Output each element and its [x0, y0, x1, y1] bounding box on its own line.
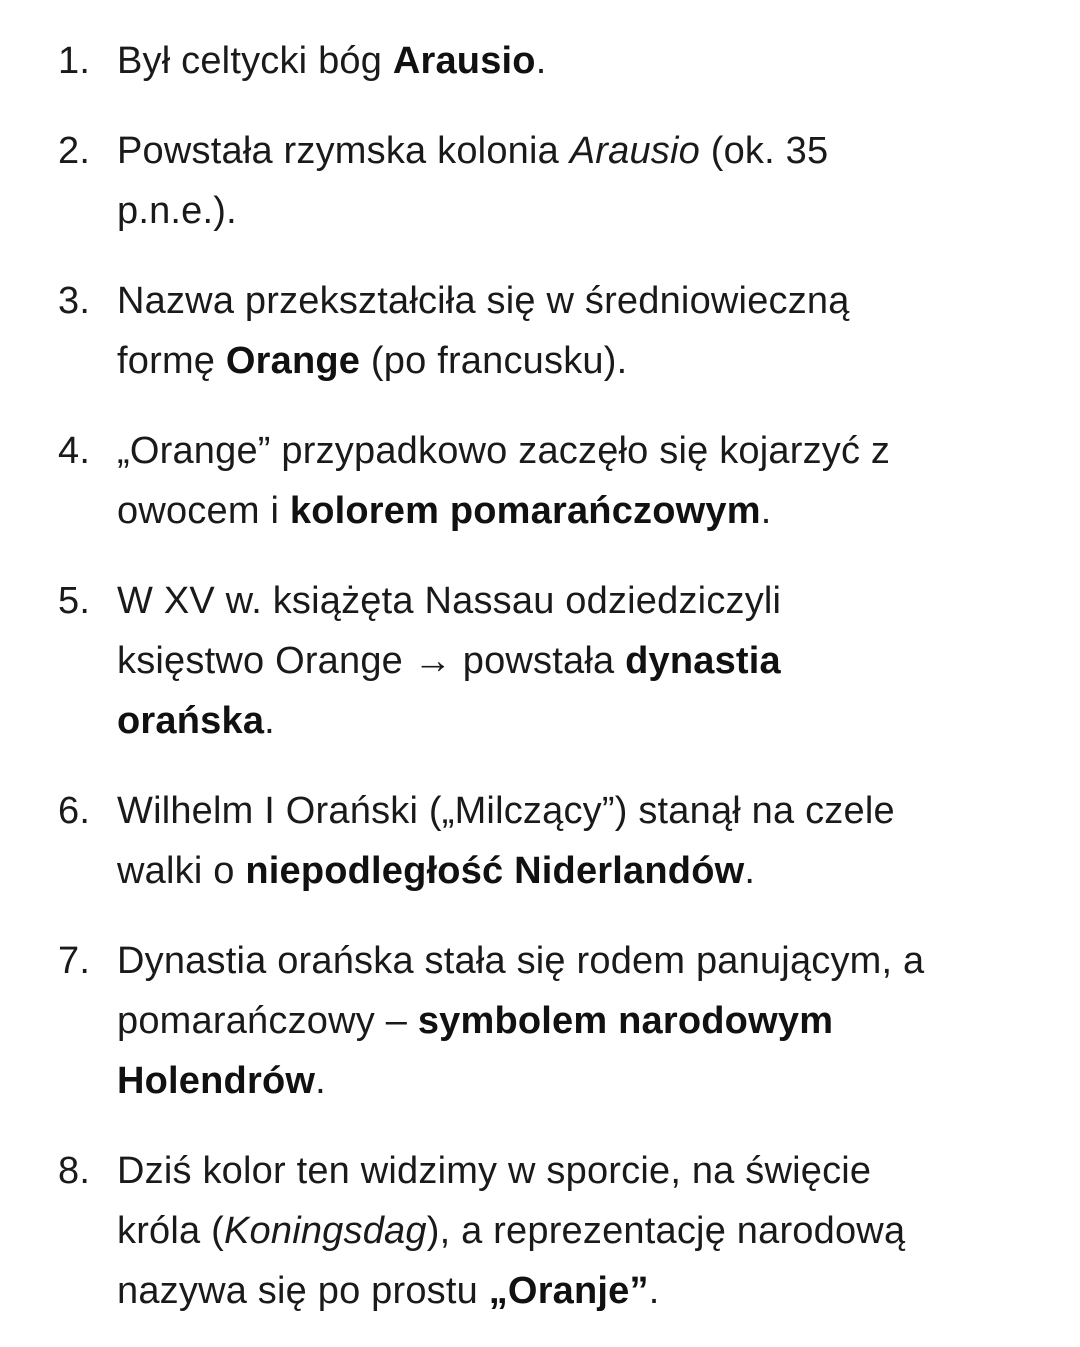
plain-text: nazywa się po prostu: [117, 1270, 489, 1312]
text-line: [117, 181, 1042, 241]
list-item-number: 2.: [58, 130, 91, 172]
text-line: [117, 931, 1042, 991]
text-line: [117, 271, 1042, 331]
list-item-number: 8.: [58, 1150, 91, 1192]
bold-text: Orange: [225, 340, 361, 382]
list-item-number: 3.: [58, 280, 91, 322]
plain-text: ), a reprezentację narodową: [426, 1210, 906, 1252]
plain-text: p.n.e.).: [117, 190, 237, 232]
list-item-text: [117, 121, 1042, 241]
list-item-number: 7.: [58, 940, 91, 982]
plain-text: .: [264, 700, 275, 742]
plain-text: pomarańczowy –: [117, 1000, 418, 1042]
italic-text: Koningsdag: [223, 1210, 427, 1252]
bold-text: symbolem narodowym: [417, 1000, 834, 1042]
list-item-text: [117, 571, 1042, 751]
text-line: [117, 1141, 1042, 1201]
plain-text: .: [535, 40, 547, 82]
list-item-text: [117, 421, 1042, 541]
list-item-number: 6.: [58, 790, 91, 832]
plain-text: .: [760, 490, 772, 532]
plain-text: Dziś kolor ten widzimy w sporcie, na święcie: [117, 1150, 872, 1192]
list-item-text: [117, 1141, 1042, 1321]
plain-text: owocem i: [117, 490, 290, 532]
italic-text: Arausio: [569, 130, 700, 172]
text-line: [117, 331, 1042, 391]
plain-text: walki o: [117, 850, 246, 892]
plain-text: formę: [117, 340, 226, 382]
plain-text: Był celtycki bóg: [117, 40, 393, 82]
plain-text: .: [648, 1270, 660, 1312]
text-line: [117, 781, 1042, 841]
plain-text: Dynastia orańska stała się rodem panującym, a: [117, 940, 925, 982]
list-item-text: [117, 781, 1042, 901]
plain-text: „Orange” przypadkowo zaczęło się kojarzyć z: [117, 430, 891, 472]
plain-text: (ok. 35: [699, 130, 829, 172]
text-line: [117, 631, 1042, 691]
plain-text: Nazwa przekształciła się w średniowieczną: [117, 280, 850, 322]
text-line: [117, 1051, 1042, 1111]
bold-text: orańska: [117, 700, 265, 742]
bold-text: „Oranje”: [488, 1270, 649, 1312]
plain-text: Wilhelm I Orański („Milczący”) stanął na czele: [117, 790, 895, 832]
text-line: [117, 1201, 1042, 1261]
text-line: [117, 691, 1042, 751]
list-item-number: 4.: [58, 430, 91, 472]
plain-text: W XV w. książęta Nassau odziedziczyli: [117, 580, 782, 622]
list-item-text: [117, 31, 1042, 91]
text-line: [117, 481, 1042, 541]
plain-text: Powstała rzymska kolonia: [117, 130, 570, 172]
text-line: [117, 421, 1042, 481]
plain-text: księstwo Orange → powstała: [117, 640, 626, 682]
text-line: [117, 841, 1042, 901]
bold-text: Holendrów: [117, 1060, 316, 1102]
bold-text: dynastia: [625, 640, 781, 682]
plain-text: króla (: [117, 1210, 224, 1252]
list-item-number: 1.: [58, 40, 91, 82]
bold-text: niepodległość Niderlandów: [245, 850, 745, 892]
text-line: [117, 991, 1042, 1051]
text-line: [117, 1261, 1042, 1321]
list-item-text: [117, 271, 1042, 391]
plain-text: (po francusku).: [360, 340, 628, 382]
list-item-text: [117, 931, 1042, 1111]
list-item-number: 5.: [58, 580, 91, 622]
plain-text: .: [315, 1060, 326, 1102]
text-line: [117, 571, 1042, 631]
bold-text: kolorem pomarańczowym: [289, 490, 761, 532]
plain-text: .: [744, 850, 756, 892]
text-line: [117, 31, 1042, 91]
bold-text: Arausio: [392, 40, 536, 82]
text-line: [117, 121, 1042, 181]
